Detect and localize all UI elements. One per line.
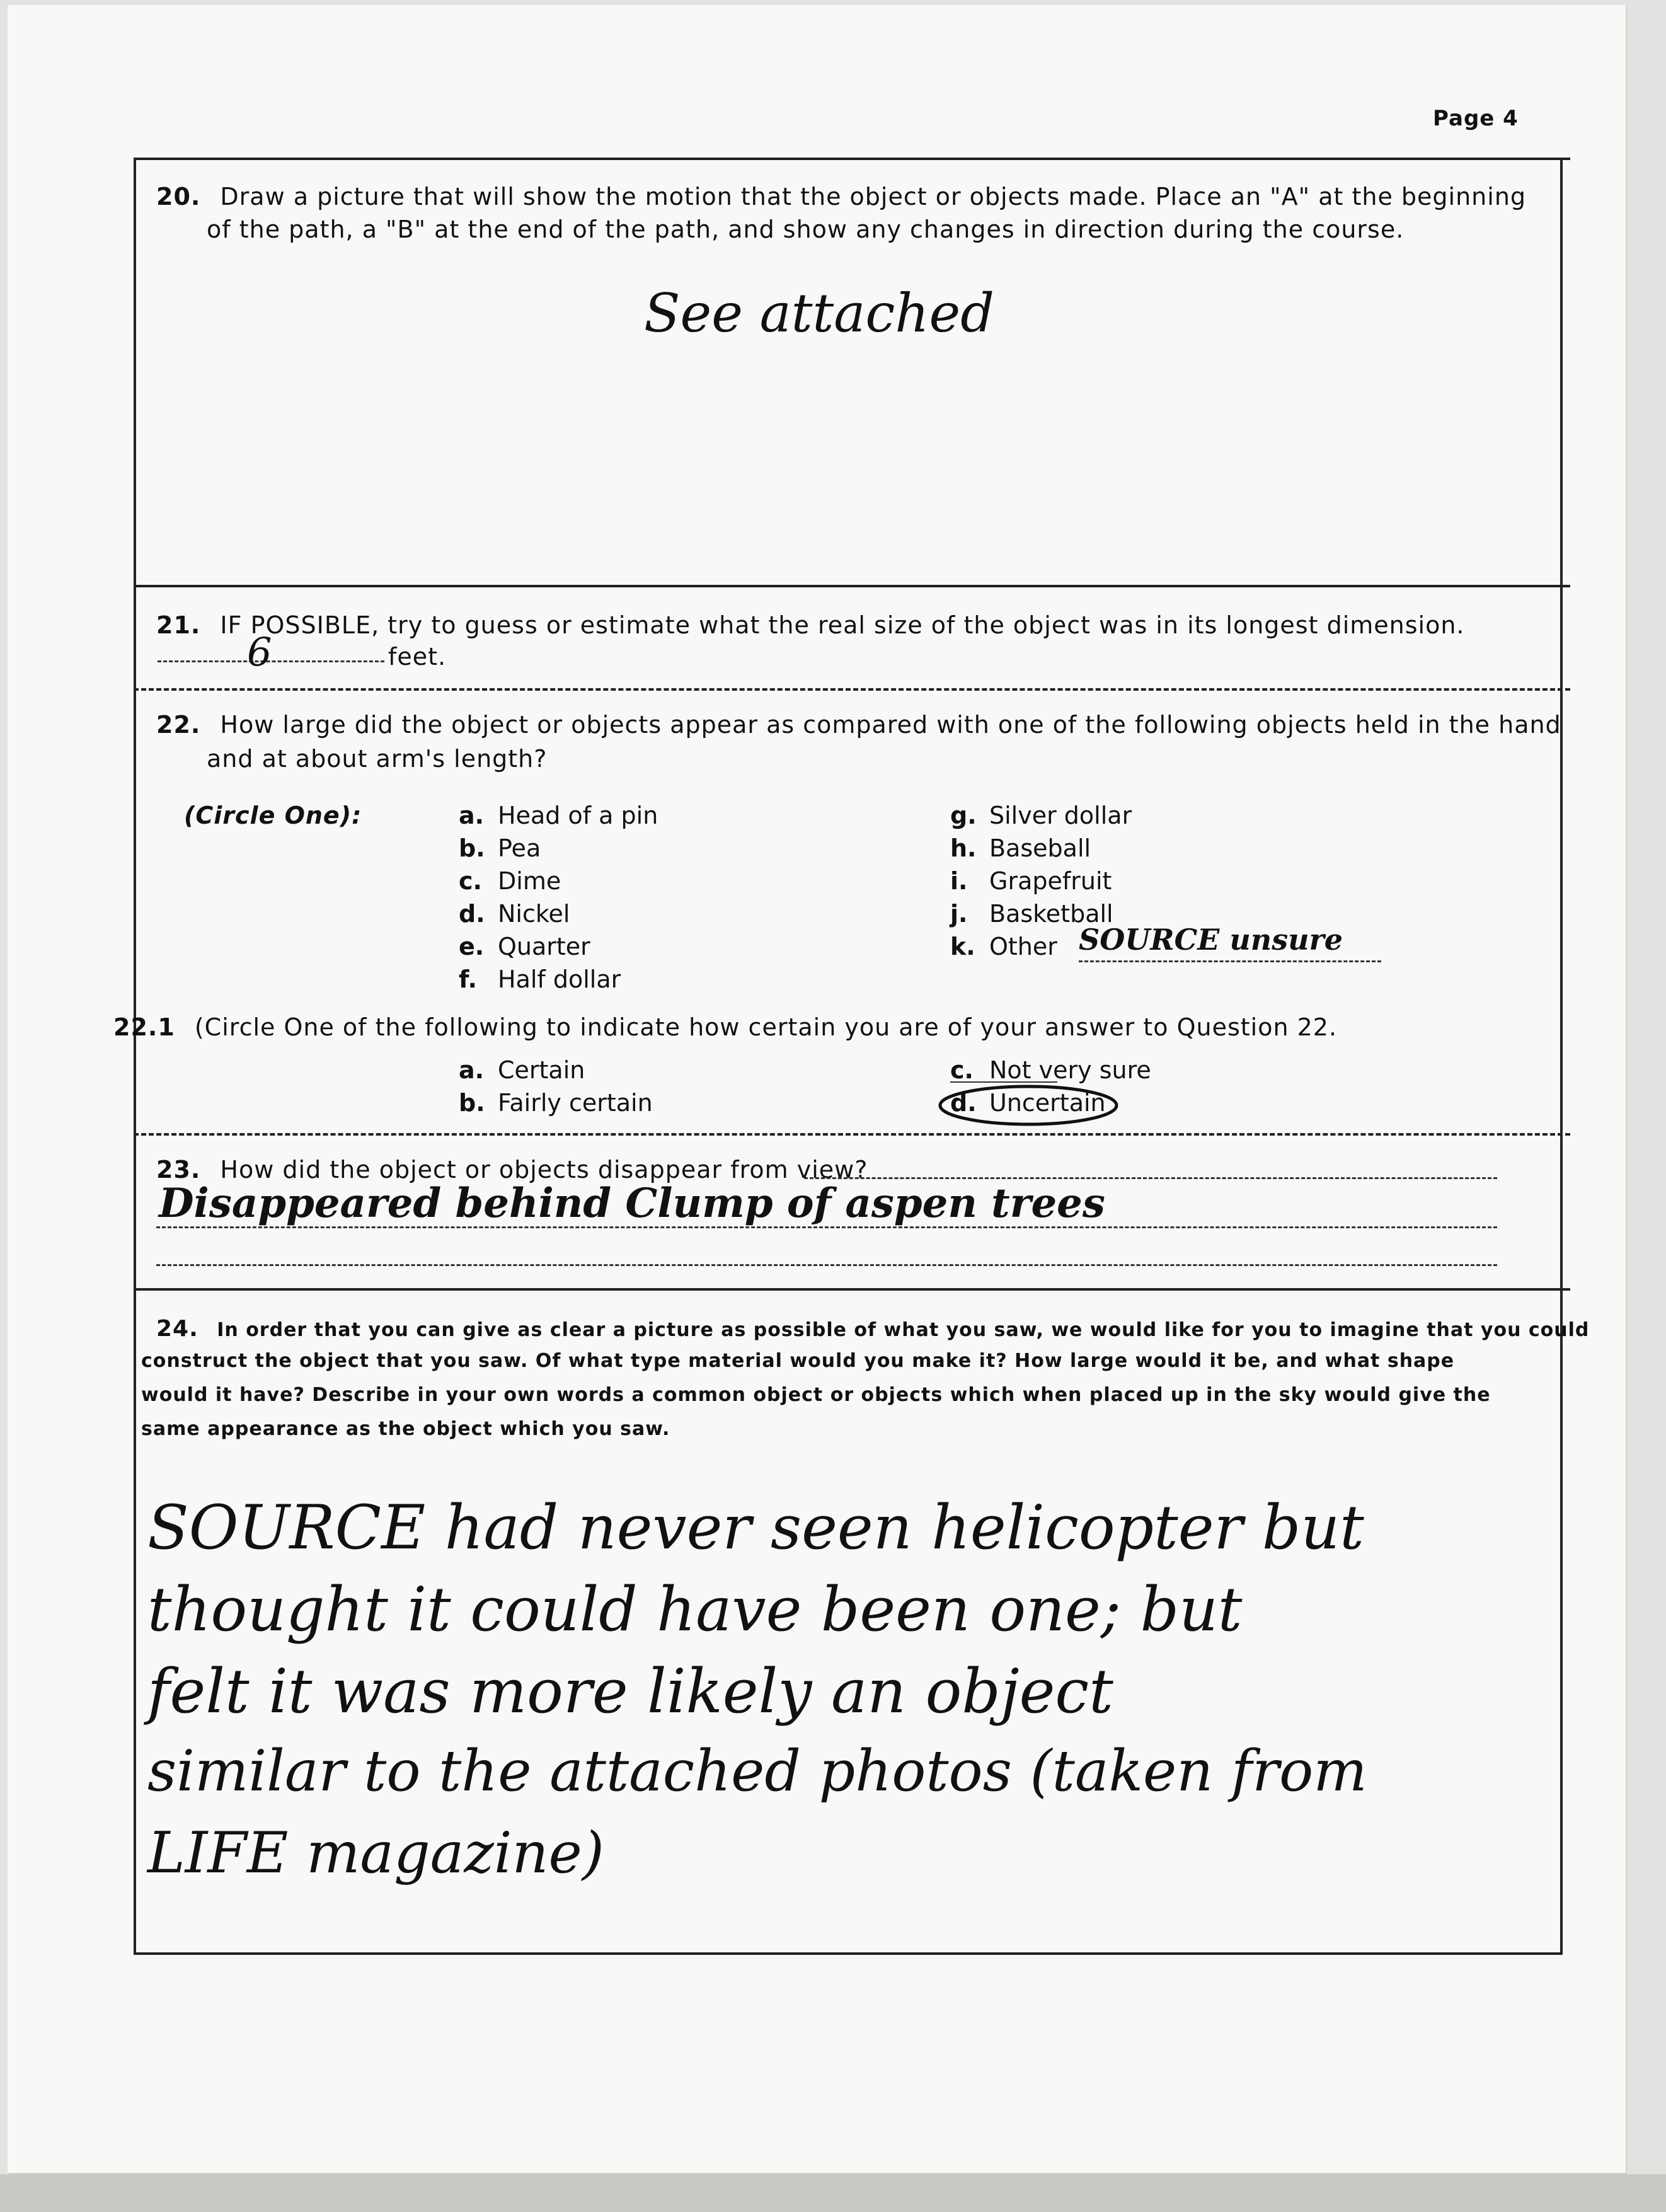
section-divider: [134, 688, 1570, 691]
handwritten-answer-line: LIFE magazine): [147, 1820, 604, 1886]
frame-right-border: [1560, 158, 1563, 1954]
option-label: Other: [989, 933, 1057, 960]
option-letter: j.: [950, 900, 968, 928]
question-number: 22.1: [113, 1013, 175, 1041]
question-text: Draw a picture that will show the motion that the object or objects made. Place an "A" at the beginning: [220, 183, 1527, 210]
circle-one-label: (Circle One):: [184, 802, 362, 829]
option-item[interactable]: [459, 802, 658, 829]
option-letter: h.: [950, 834, 977, 862]
option-item[interactable]: [459, 1089, 653, 1117]
option-letter: d.: [950, 1089, 977, 1117]
section-divider: [134, 1288, 1570, 1291]
option-label: Baseball: [989, 834, 1091, 862]
option-letter: d.: [459, 900, 485, 928]
frame-top-border: [134, 158, 1570, 160]
option-letter: e.: [459, 933, 485, 960]
option-item[interactable]: [459, 867, 561, 895]
option-item[interactable]: [459, 933, 590, 960]
question-text: How large did the object or objects appear as compared with one of the following objects held in the hand: [220, 711, 1561, 739]
handwritten-answer-line: thought it could have been one; but: [147, 1574, 1243, 1645]
question-number: 20.: [156, 183, 201, 210]
option-label: Basketball: [989, 900, 1113, 928]
handwritten-answer-line: felt it was more likely an object: [147, 1656, 1113, 1727]
option-label: Uncertain: [989, 1089, 1106, 1117]
option-letter: b.: [459, 834, 485, 862]
option-label: Grapefruit: [989, 867, 1112, 895]
question-number: 24.: [156, 1316, 198, 1342]
option-label: Nickel: [498, 900, 570, 928]
option-label: Dime: [498, 867, 561, 895]
option-item[interactable]: [459, 1056, 585, 1084]
option-label: Half dollar: [498, 965, 621, 993]
option-item[interactable]: [950, 802, 1132, 829]
frame-bottom-border: [134, 1952, 1563, 1955]
question-text: How did the object or objects disappear from view?: [220, 1156, 868, 1184]
option-letter: c.: [950, 1056, 974, 1084]
question-text: In order that you can give as clear a picture as possible of what you saw, we would like for you to imagine that you could: [217, 1319, 1590, 1341]
question-text: same appearance as the object which you saw.: [141, 1418, 670, 1440]
option-item[interactable]: [950, 867, 1112, 895]
unit-label: feet.: [388, 643, 447, 671]
answer-line: [950, 1081, 1057, 1083]
question-text: IF POSSIBLE, try to guess or estimate what the real size of the object was in its longest dimension.: [220, 611, 1465, 639]
option-label: Quarter: [498, 933, 590, 960]
frame-left-border: [134, 158, 136, 1954]
question-text: would it have? Describe in your own words a common object or objects which when placed up in the sky would give the: [141, 1384, 1491, 1406]
section-divider: [134, 1133, 1570, 1136]
option-letter: a.: [459, 802, 485, 829]
question-text: of the path, a "B" at the end of the path, and show any changes in direction during the course.: [207, 216, 1405, 243]
scan-bottom-edge: [0, 2174, 1666, 2212]
option-letter: i.: [950, 867, 968, 895]
option-label: Not very sure: [989, 1056, 1151, 1084]
option-letter: c.: [459, 867, 482, 895]
answer-line: [156, 1226, 1497, 1228]
handwritten-answer: 6: [247, 629, 272, 675]
option-letter: k.: [950, 933, 975, 960]
option-label: Silver dollar: [989, 802, 1132, 829]
selection-circle-icon: [934, 1079, 1123, 1132]
question-text: (Circle One of the following to indicate how certain you are of your answer to Question 22.: [194, 1013, 1338, 1041]
option-letter: f.: [459, 965, 477, 993]
handwritten-answer-line: similar to the attached photos (taken from: [147, 1738, 1367, 1804]
option-item[interactable]: [950, 933, 1057, 960]
option-item[interactable]: [459, 900, 570, 928]
handwritten-answer-line: SOURCE had never seen helicopter but: [147, 1492, 1364, 1563]
handwritten-answer: See attached: [644, 282, 994, 344]
option-item[interactable]: [459, 834, 541, 862]
option-letter: g.: [950, 802, 977, 829]
section-divider: [134, 585, 1570, 587]
option-letter: b.: [459, 1089, 485, 1117]
answer-line: [156, 1264, 1497, 1266]
question-number: 22.: [156, 711, 201, 739]
answer-line: [1079, 960, 1381, 962]
form-page: [8, 5, 1626, 2173]
handwritten-answer: Disappeared behind Clump of aspen trees: [159, 1180, 1105, 1227]
handwritten-other-answer: SOURCE unsure: [1079, 923, 1343, 957]
question-text: and at about arm's length?: [207, 745, 548, 773]
option-letter: a.: [459, 1056, 485, 1084]
question-number: 23.: [156, 1156, 201, 1184]
question-text: construct the object that you saw. Of what type material would you make it? How large would it be, and what shape: [141, 1350, 1455, 1372]
option-item[interactable]: [950, 834, 1091, 862]
page-number: Page 4: [1433, 106, 1519, 131]
option-item[interactable]: [459, 965, 621, 993]
option-label: Certain: [498, 1056, 585, 1084]
answer-line: [804, 1177, 1497, 1179]
option-label: Pea: [498, 834, 541, 862]
question-number: 21.: [156, 611, 201, 639]
option-label: Head of a pin: [498, 802, 658, 829]
option-label: Fairly certain: [498, 1089, 653, 1117]
